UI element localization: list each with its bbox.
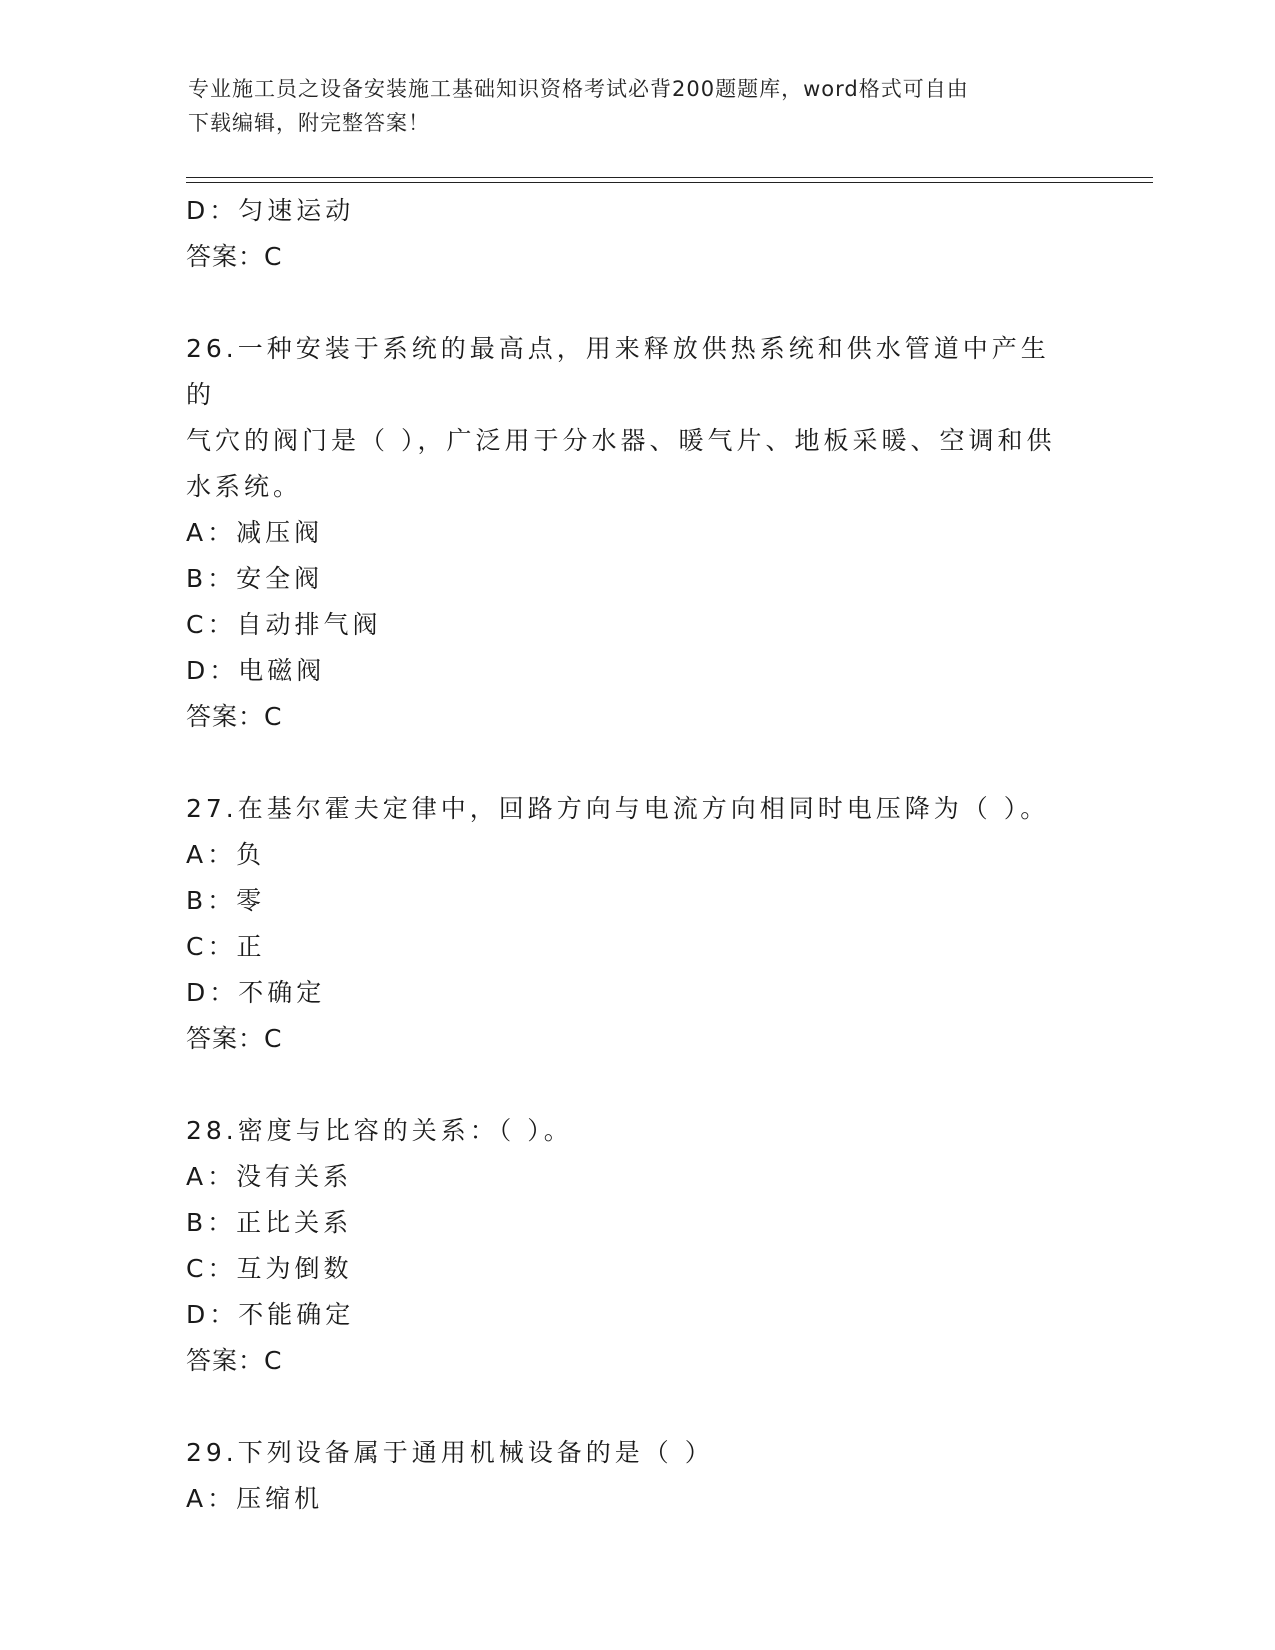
question-28-stem-line-1: 28.密度与比容的关系：（ ）。: [186, 1116, 573, 1145]
question-27-option-a: A：负: [186, 840, 266, 869]
question-26-answer: 答案：C: [186, 702, 283, 731]
question-26-option-a: A：减压阀: [186, 518, 324, 547]
prev-answer: 答案：C: [186, 242, 283, 271]
header-line-1: 专业施工员之设备安装施工基础知识资格考试必背200题题库，word格式可自由: [188, 77, 969, 101]
question-27-stem-line-1: 27.在基尔霍夫定律中，回路方向与电流方向相同时电压降为（ ）。: [186, 794, 1050, 823]
question-26-option-d: D：电磁阀: [186, 656, 326, 685]
question-26-stem-line-3: 水系统。: [186, 472, 303, 501]
header-line-2: 下载编辑，附完整答案！: [188, 111, 430, 135]
question-27: [186, 786, 1086, 1062]
question-26-stem-line-2: 气穴的阀门是（ ），广泛用于分水器、暖气片、地板采暖、空调和供: [186, 426, 1056, 455]
question-27-option-b: B：零: [186, 886, 266, 915]
page-header: [188, 72, 1068, 140]
question-26-stem-line-1: 26.一种安装于系统的最高点，用来释放供热系统和供水管道中产生的: [186, 334, 1050, 409]
question-28-answer: 答案：C: [186, 1346, 283, 1375]
header-divider-bottom: [186, 182, 1153, 183]
prev-option-d: D：匀速运动: [186, 196, 355, 225]
question-29-stem-line-1: 29.下列设备属于通用机械设备的是（ ）: [186, 1438, 714, 1467]
question-26-option-c: C：自动排气阀: [186, 610, 382, 639]
question-28-option-d: D：不能确定: [186, 1300, 355, 1329]
question-29-option-a: A：压缩机: [186, 1484, 324, 1513]
question-26: [186, 326, 1086, 740]
question-27-option-d: D：不确定: [186, 978, 326, 1007]
question-28-option-b: B：正比关系: [186, 1208, 353, 1237]
question-27-option-c: C：正: [186, 932, 266, 961]
question-26-option-b: B：安全阀: [186, 564, 324, 593]
question-28: [186, 1108, 1086, 1384]
question-28-option-c: C：互为倒数: [186, 1254, 353, 1283]
document-body: [186, 188, 1086, 1522]
header-divider-top: [186, 177, 1153, 178]
question-29: [186, 1430, 1086, 1522]
question-28-option-a: A：没有关系: [186, 1162, 353, 1191]
question-27-answer: 答案：C: [186, 1024, 283, 1053]
